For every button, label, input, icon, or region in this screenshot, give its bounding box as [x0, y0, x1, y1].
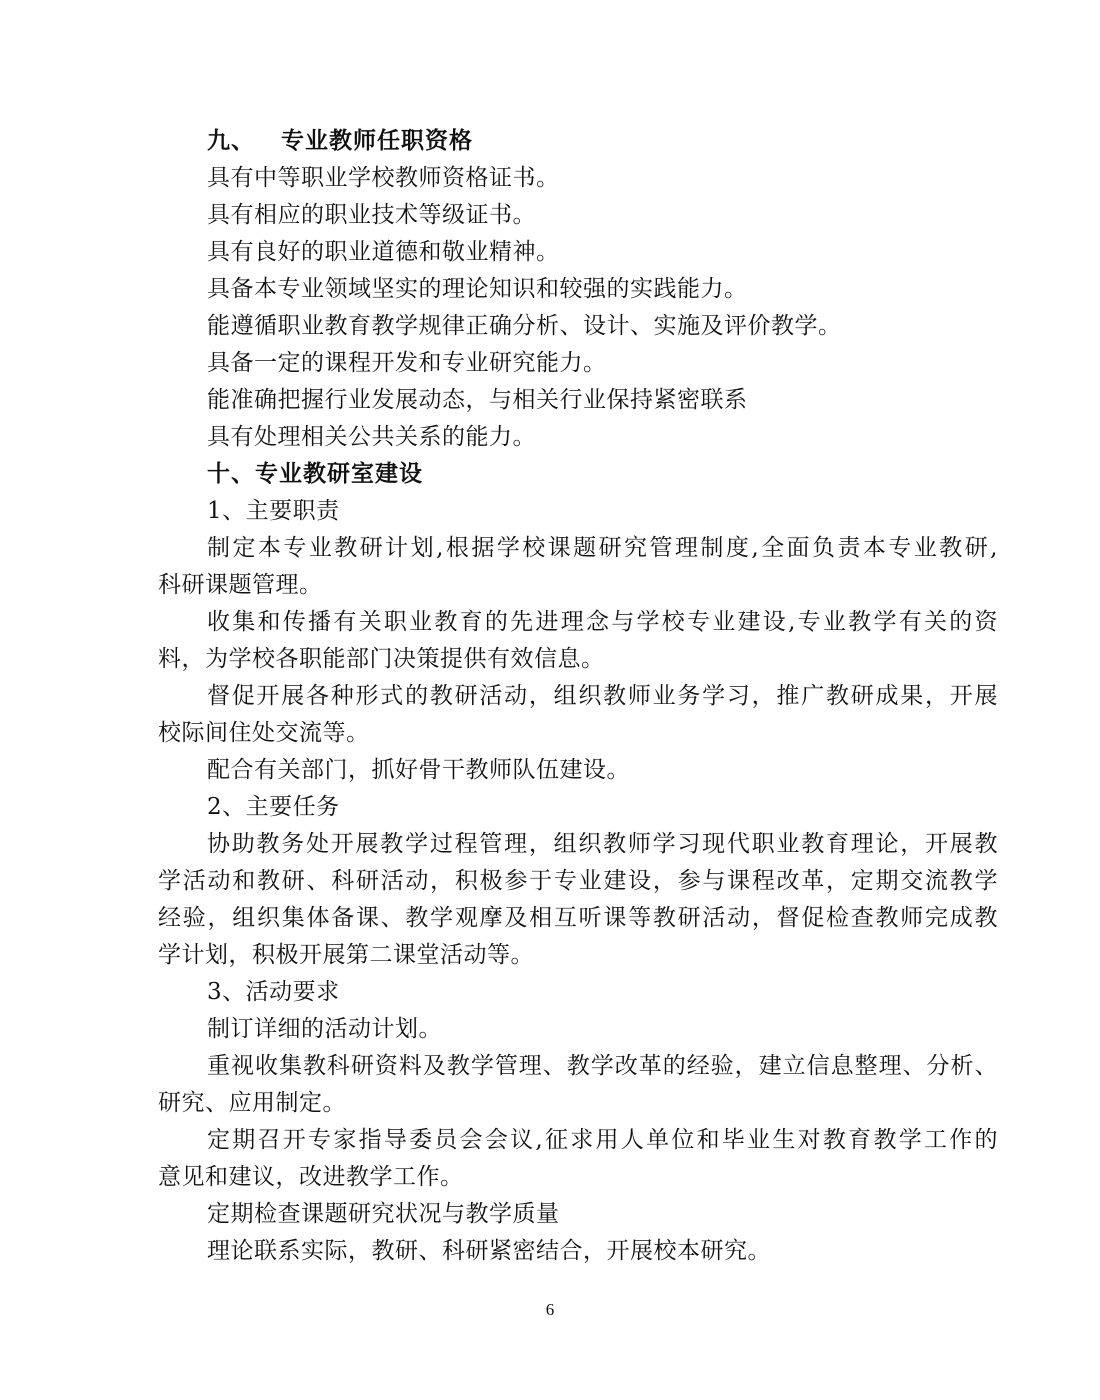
qualification-item: 具有良好的职业道德和敬业精神。 [207, 239, 560, 265]
qualification-item: 具备本专业领域坚实的理论知识和较强的实践能力。 [207, 276, 748, 302]
paragraph-line: 制定本专业教研计划,根据学校课题研究管理制度,全面负责本专业教研, [207, 535, 998, 561]
paragraph-line: 学活动和教研、科研活动，积极参于专业建设，参与课程改革，定期交流教学 [158, 868, 998, 894]
paragraph-line: 定期召开专家指导委员会会议,征求用人单位和毕业生对教育教学工作的 [207, 1127, 998, 1153]
paragraph-line: 校际间住处交流等。 [158, 720, 370, 746]
section-10-heading: 十、专业教研室建设 [207, 461, 423, 487]
qualification-item: 能准确把握行业发展动态，与相关行业保持紧密联系 [207, 387, 748, 413]
qualification-item: 具有相应的职业技术等级证书。 [207, 202, 536, 228]
qualification-item: 具有处理相关公共关系的能力。 [207, 424, 536, 450]
page-number: 6 [545, 1300, 555, 1319]
paragraph-line: 协助教务处开展教学过程管理，组织教师学习现代职业教育理论，开展教 [207, 831, 998, 857]
paragraph-line: 学计划，积极开展第二课堂活动等。 [158, 942, 534, 968]
qualification-item: 具备一定的课程开发和专业研究能力。 [207, 350, 607, 376]
paragraph-line: 科研课题管理。 [158, 572, 323, 598]
paragraph-line: 经验，组织集体备课、教学观摩及相互听课等教研活动，督促检查教师完成教 [158, 905, 998, 931]
qualification-item: 具有中等职业学校教师资格证书。 [207, 165, 560, 191]
section-9-number: 九、 [207, 128, 255, 154]
paragraph-line: 料，为学校各职能部门决策提供有效信息。 [158, 646, 605, 672]
paragraph-line: 收集和传播有关职业教育的先进理念与学校专业建设,专业教学有关的资 [207, 609, 998, 635]
paragraph-line: 重视收集教科研资料及教学管理、教学改革的经验，建立信息整理、分析、 [207, 1053, 998, 1079]
paragraph-line: 意见和建议，改进教学工作。 [158, 1164, 464, 1190]
subsection-2-title: 2、主要任务 [207, 794, 340, 820]
paragraph-line: 研究、应用制定。 [158, 1090, 346, 1116]
paragraph-line: 配合有关部门，抓好骨干教师队伍建设。 [207, 757, 630, 783]
qualification-item: 能遵循职业教育教学规律正确分析、设计、实施及评价教学。 [207, 313, 842, 339]
paragraph-line: 定期检查课题研究状况与教学质量 [207, 1201, 560, 1227]
subsection-1-title: 1、主要职责 [207, 498, 340, 524]
section-9-heading [207, 123, 998, 160]
paragraph-line: 理论联系实际，教研、科研紧密结合，开展校本研究。 [207, 1238, 771, 1264]
paragraph-line: 制订详细的活动计划。 [207, 1016, 442, 1042]
section-9-title: 专业教师任职资格 [281, 128, 473, 154]
subsection-3-title: 3、活动要求 [207, 979, 340, 1005]
paragraph-line: 督促开展各种形式的教研活动，组织教师业务学习，推广教研成果，开展 [207, 683, 998, 709]
